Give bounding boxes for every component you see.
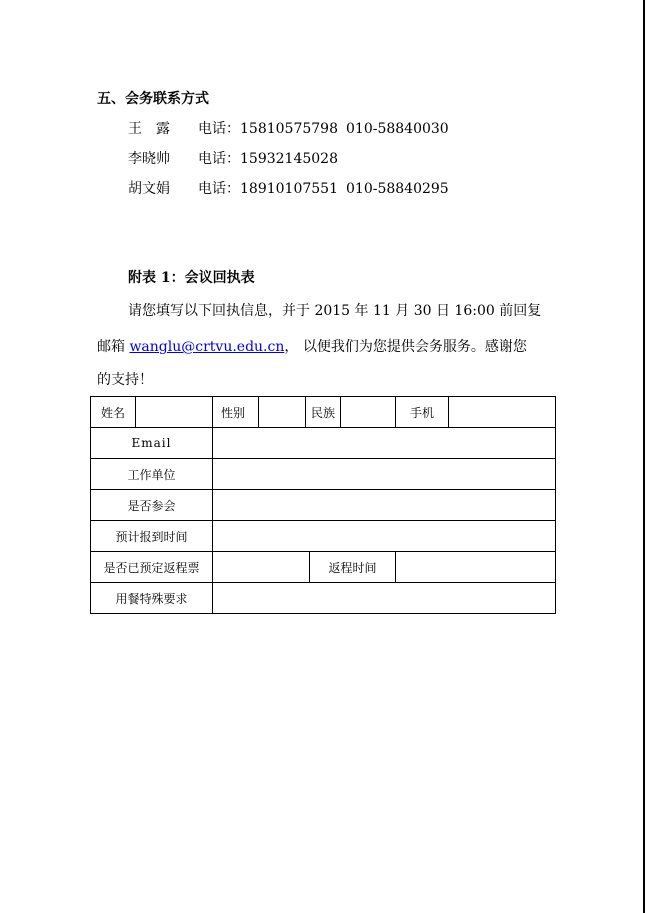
contact-name: 王 露 xyxy=(128,121,170,137)
phone-label: 电话： xyxy=(198,181,240,197)
ethnicity-label: 民族 xyxy=(306,397,341,427)
attend-label: 是否参会 xyxy=(91,490,213,521)
email-field[interactable] xyxy=(213,428,556,459)
return-time-field[interactable] xyxy=(396,552,556,583)
intro-prefix: 邮箱 xyxy=(97,339,130,355)
intro-suffix: ， 以便我们为您提供会务服务。感谢您 xyxy=(284,339,527,355)
gender-field[interactable] xyxy=(259,397,306,428)
name-label: 姓名 xyxy=(91,397,136,428)
intro-line-2 xyxy=(97,338,527,356)
contact-name: 胡文娟 xyxy=(128,181,170,197)
contact-landline: 010-58840295 xyxy=(346,181,449,197)
contact-mobile: 18910107551 xyxy=(240,181,338,197)
work-unit-label: 工作单位 xyxy=(91,459,213,490)
return-time-label: 返程时间 xyxy=(328,560,377,575)
mobile-label: 手机 xyxy=(396,397,449,428)
intro-line-3: 的支持！ xyxy=(97,372,153,388)
contact-row xyxy=(128,150,346,168)
section-title: 五、会务联系方式 xyxy=(97,91,209,107)
work-unit-field[interactable] xyxy=(213,459,556,490)
phone-label: 电话： xyxy=(198,151,240,167)
contact-mobile: 15932145028 xyxy=(240,151,338,167)
name-field[interactable] xyxy=(136,397,213,428)
contact-mobile: 15810575798 xyxy=(240,121,338,137)
ethnicity-cell xyxy=(306,397,396,428)
ethnicity-field[interactable] xyxy=(341,397,395,427)
arrival-time-label: 预计报到时间 xyxy=(91,521,213,552)
mobile-field[interactable] xyxy=(449,397,556,428)
email-link[interactable]: wanglu@crtvu.edu.cn xyxy=(129,339,285,355)
appendix-title: 附表 1：会议回执表 xyxy=(128,270,255,286)
contact-landline: 010-58840030 xyxy=(346,121,449,137)
email-label: Email xyxy=(91,428,213,459)
intro-line-1: 请您填写以下回执信息，并于 2015 年 11 月 30 日 16:00 前回复 xyxy=(128,303,542,319)
attend-field[interactable] xyxy=(213,490,556,521)
phone-label: 电话： xyxy=(198,121,240,137)
return-ticket-label: 是否已预定返程票 xyxy=(91,552,213,583)
contact-row xyxy=(128,120,449,138)
meal-requirements-label: 用餐特殊要求 xyxy=(91,583,213,614)
meal-requirements-field[interactable] xyxy=(213,583,556,614)
contact-row xyxy=(128,180,449,198)
page-right-border xyxy=(643,0,645,913)
return-ticket-field[interactable] xyxy=(213,552,310,582)
receipt-form-table xyxy=(90,396,556,614)
arrival-time-field[interactable] xyxy=(213,521,556,552)
gender-label: 性别 xyxy=(213,397,259,428)
contact-name: 李晓帅 xyxy=(128,151,170,167)
return-ticket-cell xyxy=(213,552,396,583)
